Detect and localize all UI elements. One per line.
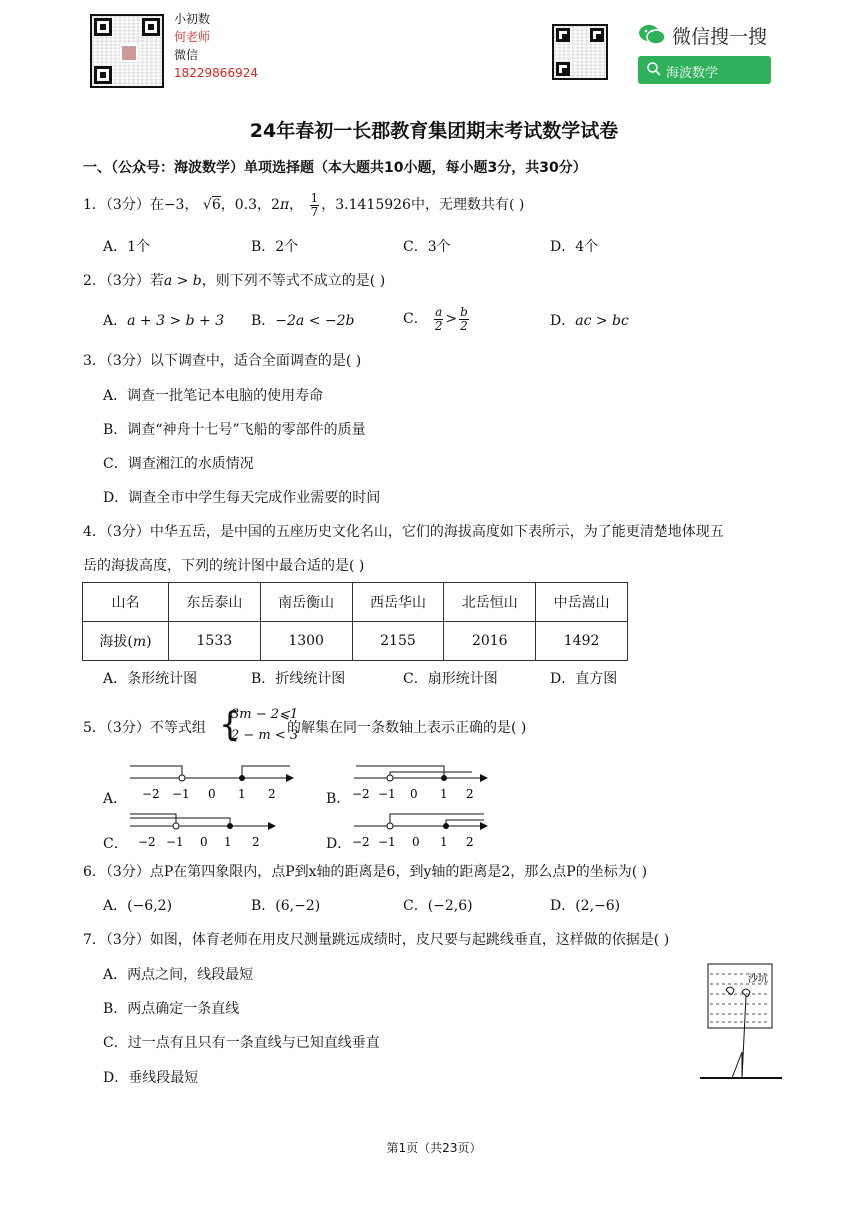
q1-option-d: D．4个 [550, 239, 599, 255]
brace: { [219, 705, 241, 745]
q3-option-c: C．调查湘江的水质情况 [103, 456, 254, 472]
q6-option-b: B．(6,−2) [251, 898, 321, 914]
question-3: 3．（3分）以下调查中，适合全面调查的是( ) [83, 353, 362, 369]
svg-text:2: 2 [268, 787, 276, 801]
svg-text:−1: −1 [166, 835, 184, 849]
page-title: 24年春初一长郡教育集团期末考试数学试卷 [249, 120, 619, 142]
svg-text:−1: −1 [378, 787, 396, 801]
altitude-table [82, 582, 628, 661]
q3-option-a: A．调查一批笔记本电脑的使用寿命 [103, 388, 324, 404]
sqrt-sign: √6 [202, 197, 221, 213]
svg-text:2: 2 [252, 835, 260, 849]
q1-option-a: A．1个 [103, 239, 151, 255]
svg-text:0: 0 [208, 787, 216, 801]
q4-option-d: D．直方图 [550, 671, 618, 687]
svg-text:0: 0 [412, 835, 420, 849]
svg-text:沙坑: 沙坑 [748, 974, 768, 985]
contact-note [174, 10, 258, 82]
q5-label-a: A． [103, 791, 128, 807]
q2-option-b: B．−2a < −2b [251, 313, 355, 329]
number-line-b [352, 760, 492, 804]
svg-text:−2: −2 [352, 787, 370, 801]
svg-text:1: 1 [440, 787, 448, 801]
wechat-logo-icon [638, 23, 666, 51]
question-2: 2．（3分）若a > b，则下列不等式不成立的是( ) [83, 273, 386, 289]
search-label: 海波数学 [666, 66, 719, 81]
svg-text:2: 2 [466, 787, 474, 801]
number-line-c [128, 806, 280, 850]
question-6: 6．（3分）点P在第四象限内，点P到x轴的距离是6，到y轴的距离是2，那么点P的坐标为( ) [83, 864, 648, 880]
wechat-title: 微信搜一搜 [672, 26, 768, 48]
svg-text:1: 1 [238, 787, 246, 801]
tick-labels [142, 787, 276, 801]
fraction-one-seventh: $\frac{1}{7}$ [310, 190, 319, 219]
q1-option-c: C．3个 [403, 239, 451, 255]
svg-text:0: 0 [410, 787, 418, 801]
q4-option-b: B．折线统计图 [251, 671, 346, 687]
svg-text:−2: −2 [352, 835, 370, 849]
page-footer: 第1页（共23页） [386, 1141, 482, 1155]
q7-option-a: A．两点之间，线段最短 [103, 967, 254, 983]
number-line-a [128, 760, 298, 804]
q1-option-b: B．2个 [251, 239, 299, 255]
wechat-search-button[interactable] [638, 56, 771, 84]
question-7: 7．（3分）如图，体育老师在用皮尺测量跳远成绩时，皮尺要与起跳线垂直，这样做的依据是( ) [83, 932, 670, 948]
q3-option-b: B．调查“神舟十七号”飞船的零部件的质量 [103, 422, 366, 438]
svg-text:−1: −1 [172, 787, 190, 801]
q5-label-d: D． [326, 836, 352, 852]
svg-text:−1: −1 [378, 835, 396, 849]
table-row: 山名 东岳泰山 南岳衡山 西岳华山 北岳恒山 中岳嵩山 [83, 583, 628, 622]
svg-text:−2: −2 [142, 787, 160, 801]
note-line-2: 何老师 [174, 30, 211, 44]
question-4-line-1: 4．（3分）中华五岳，是中国的五座历史文化名山，它们的海拔高度如下表所示，为了能更清楚地体现五 [83, 524, 724, 540]
qr-code-left [90, 14, 164, 88]
q2-option-a: A．a + 3 > b + 3 [103, 313, 225, 329]
q3-option-d: D．调查全市中学生每天完成作业需要的时间 [103, 490, 381, 506]
q5-label-c: C． [103, 836, 128, 852]
q6-option-a: A．(−6,2) [103, 898, 173, 914]
q7-option-c: C．过一点有且只有一条直线与已知直线垂直 [103, 1035, 380, 1051]
table-row: 海拔(m) 1533 1300 2155 2016 1492 [83, 622, 628, 661]
q2-option-c: C． $\frac{a}{2}$ > $\frac{b}{2}$ [403, 304, 468, 333]
q7-option-d: D．垂线段最短 [103, 1070, 199, 1086]
search-icon [646, 61, 662, 81]
svg-text:0: 0 [200, 835, 208, 849]
q2-option-d: D．ac > bc [550, 313, 629, 329]
q4-option-a: A．条形统计图 [103, 671, 198, 687]
question-1: 1．（3分）在−3， √6，0.3，2π， $\frac{1}{7}$ ，3.1415926中，无理数共有( ) [83, 190, 525, 219]
note-line-3: 微信 [174, 48, 199, 62]
note-phone: 18229866924 [174, 66, 258, 80]
section-heading-1: 一、（公众号：海波数学）单项选择题（本大题共10小题，每小题3分，共30分） [83, 160, 587, 176]
question-4-line-2: 岳的海拔高度，下列的统计图中最合适的是( ) [83, 558, 365, 574]
svg-text:2: 2 [466, 835, 474, 849]
svg-text:−2: −2 [138, 835, 156, 849]
qr-code-right [552, 24, 608, 80]
long-jump-figure [696, 962, 786, 1084]
svg-text:1: 1 [440, 835, 448, 849]
q6-option-d: D．(2,−6) [550, 898, 621, 914]
note-line-1: 小初数 [174, 12, 211, 26]
q7-option-b: B．两点确定一条直线 [103, 1001, 240, 1017]
number-line-d [352, 806, 492, 850]
svg-text:1: 1 [224, 835, 232, 849]
q6-option-c: C．(−2,6) [403, 898, 473, 914]
q5-label-b: B． [326, 791, 351, 807]
q4-option-c: C．扇形统计图 [403, 671, 498, 687]
